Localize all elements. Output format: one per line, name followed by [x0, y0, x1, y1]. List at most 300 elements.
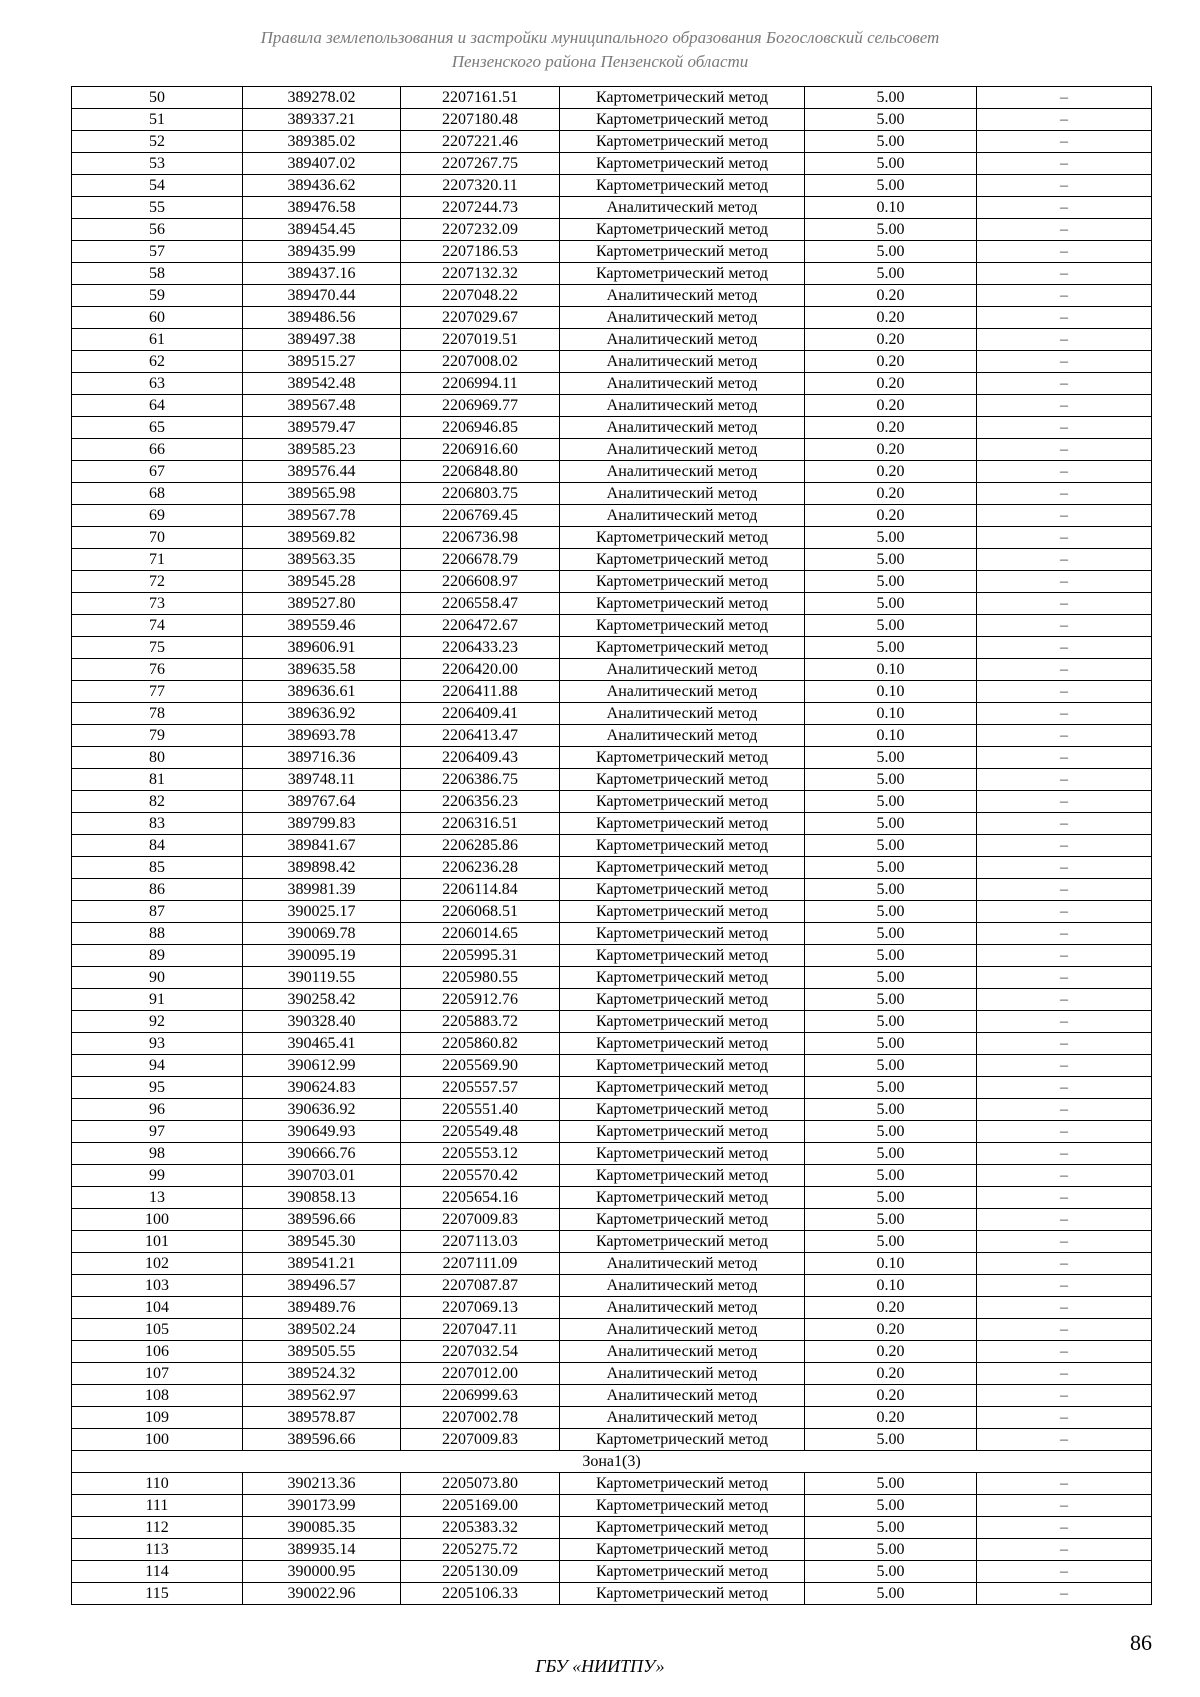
table-row [72, 637, 1152, 659]
table-row [72, 153, 1152, 175]
x-coordinate-cell: 389799.83 [243, 813, 401, 835]
table-row [72, 1033, 1152, 1055]
x-coordinate-cell: 389502.24 [243, 1319, 401, 1341]
x-coordinate-cell: 389545.30 [243, 1231, 401, 1253]
note-cell: – [977, 1561, 1152, 1583]
point-number-cell: 54 [72, 175, 243, 197]
method-cell: Картометрический метод [560, 1583, 805, 1605]
table-row [72, 1209, 1152, 1231]
y-coordinate-cell: 2205654.16 [401, 1187, 560, 1209]
y-coordinate-cell: 2205570.42 [401, 1165, 560, 1187]
accuracy-cell: 5.00 [805, 1473, 977, 1495]
method-cell: Аналитический метод [560, 197, 805, 219]
y-coordinate-cell: 2205860.82 [401, 1033, 560, 1055]
note-cell: – [977, 1275, 1152, 1297]
method-cell: Картометрический метод [560, 1121, 805, 1143]
table-row [72, 307, 1152, 329]
table-row [72, 857, 1152, 879]
y-coordinate-cell: 2207009.83 [401, 1429, 560, 1451]
note-cell: – [977, 1319, 1152, 1341]
note-cell: – [977, 153, 1152, 175]
accuracy-cell: 5.00 [805, 1055, 977, 1077]
method-cell: Аналитический метод [560, 417, 805, 439]
x-coordinate-cell: 390022.96 [243, 1583, 401, 1605]
accuracy-cell: 5.00 [805, 1429, 977, 1451]
y-coordinate-cell: 2206420.00 [401, 659, 560, 681]
x-coordinate-cell: 389454.45 [243, 219, 401, 241]
y-coordinate-cell: 2206848.80 [401, 461, 560, 483]
accuracy-cell: 0.20 [805, 395, 977, 417]
y-coordinate-cell: 2206999.63 [401, 1385, 560, 1407]
method-cell: Аналитический метод [560, 659, 805, 681]
x-coordinate-cell: 389524.32 [243, 1363, 401, 1385]
accuracy-cell: 5.00 [805, 901, 977, 923]
method-cell: Картометрический метод [560, 1209, 805, 1231]
y-coordinate-cell: 2205383.32 [401, 1517, 560, 1539]
x-coordinate-cell: 389486.56 [243, 307, 401, 329]
table-row [72, 461, 1152, 483]
table-row [72, 1297, 1152, 1319]
table-row [72, 1539, 1152, 1561]
accuracy-cell: 0.20 [805, 1341, 977, 1363]
method-cell: Аналитический метод [560, 1253, 805, 1275]
method-cell: Аналитический метод [560, 1363, 805, 1385]
note-cell: – [977, 1341, 1152, 1363]
y-coordinate-cell: 2206068.51 [401, 901, 560, 923]
x-coordinate-cell: 390069.78 [243, 923, 401, 945]
accuracy-cell: 5.00 [805, 1165, 977, 1187]
note-cell: – [977, 945, 1152, 967]
table-row [72, 1517, 1152, 1539]
table-row [72, 879, 1152, 901]
x-coordinate-cell: 389435.99 [243, 241, 401, 263]
x-coordinate-cell: 389767.64 [243, 791, 401, 813]
table-row [72, 1561, 1152, 1583]
method-cell: Картометрический метод [560, 1033, 805, 1055]
point-number-cell: 102 [72, 1253, 243, 1275]
x-coordinate-cell: 390636.92 [243, 1099, 401, 1121]
note-cell: – [977, 109, 1152, 131]
accuracy-cell: 5.00 [805, 131, 977, 153]
accuracy-cell: 5.00 [805, 879, 977, 901]
accuracy-cell: 0.10 [805, 659, 977, 681]
accuracy-cell: 0.20 [805, 461, 977, 483]
x-coordinate-cell: 390703.01 [243, 1165, 401, 1187]
accuracy-cell: 5.00 [805, 835, 977, 857]
y-coordinate-cell: 2206969.77 [401, 395, 560, 417]
note-cell: – [977, 219, 1152, 241]
table-row [72, 1231, 1152, 1253]
table-row [72, 285, 1152, 307]
accuracy-cell: 0.20 [805, 351, 977, 373]
method-cell: Картометрический метод [560, 263, 805, 285]
note-cell: – [977, 571, 1152, 593]
point-number-cell: 59 [72, 285, 243, 307]
x-coordinate-cell: 389841.67 [243, 835, 401, 857]
point-number-cell: 108 [72, 1385, 243, 1407]
accuracy-cell: 5.00 [805, 857, 977, 879]
accuracy-cell: 5.00 [805, 219, 977, 241]
x-coordinate-cell: 389542.48 [243, 373, 401, 395]
method-cell: Аналитический метод [560, 1275, 805, 1297]
note-cell: – [977, 703, 1152, 725]
table-row [72, 1407, 1152, 1429]
x-coordinate-cell: 389576.44 [243, 461, 401, 483]
y-coordinate-cell: 2205557.57 [401, 1077, 560, 1099]
note-cell: – [977, 1363, 1152, 1385]
accuracy-cell: 5.00 [805, 791, 977, 813]
x-coordinate-cell: 389635.58 [243, 659, 401, 681]
accuracy-cell: 5.00 [805, 175, 977, 197]
y-coordinate-cell: 2206433.23 [401, 637, 560, 659]
point-number-cell: 53 [72, 153, 243, 175]
point-number-cell: 98 [72, 1143, 243, 1165]
accuracy-cell: 5.00 [805, 1033, 977, 1055]
method-cell: Картометрический метод [560, 1231, 805, 1253]
method-cell: Картометрический метод [560, 219, 805, 241]
accuracy-cell: 5.00 [805, 549, 977, 571]
note-cell: – [977, 747, 1152, 769]
header-line-1: Правила землепользования и застройки муниципального образования Богословский сельсовет [260, 28, 940, 47]
method-cell: Картометрический метод [560, 813, 805, 835]
x-coordinate-cell: 389437.16 [243, 263, 401, 285]
point-number-cell: 71 [72, 549, 243, 571]
table-row [72, 1341, 1152, 1363]
header-line-2: Пензенского района Пензенской области [451, 52, 749, 71]
x-coordinate-cell: 390085.35 [243, 1517, 401, 1539]
method-cell: Аналитический метод [560, 1319, 805, 1341]
point-number-cell: 51 [72, 109, 243, 131]
method-cell: Аналитический метод [560, 461, 805, 483]
y-coordinate-cell: 2205995.31 [401, 945, 560, 967]
point-number-cell: 115 [72, 1583, 243, 1605]
table-row [72, 1055, 1152, 1077]
x-coordinate-cell: 389505.55 [243, 1341, 401, 1363]
x-coordinate-cell: 389563.35 [243, 549, 401, 571]
accuracy-cell: 5.00 [805, 1517, 977, 1539]
method-cell: Картометрический метод [560, 153, 805, 175]
point-number-cell: 109 [72, 1407, 243, 1429]
point-number-cell: 68 [72, 483, 243, 505]
method-cell: Аналитический метод [560, 1407, 805, 1429]
table-row [72, 505, 1152, 527]
y-coordinate-cell: 2205130.09 [401, 1561, 560, 1583]
accuracy-cell: 5.00 [805, 593, 977, 615]
method-cell: Аналитический метод [560, 395, 805, 417]
x-coordinate-cell: 390025.17 [243, 901, 401, 923]
note-cell: – [977, 681, 1152, 703]
y-coordinate-cell: 2207009.83 [401, 1209, 560, 1231]
note-cell: – [977, 923, 1152, 945]
note-cell: – [977, 1407, 1152, 1429]
accuracy-cell: 0.20 [805, 1363, 977, 1385]
point-number-cell: 97 [72, 1121, 243, 1143]
method-cell: Картометрический метод [560, 1495, 805, 1517]
y-coordinate-cell: 2206236.28 [401, 857, 560, 879]
point-number-cell: 13 [72, 1187, 243, 1209]
note-cell: – [977, 835, 1152, 857]
accuracy-cell: 0.10 [805, 1275, 977, 1297]
point-number-cell: 85 [72, 857, 243, 879]
y-coordinate-cell: 2207180.48 [401, 109, 560, 131]
point-number-cell: 95 [72, 1077, 243, 1099]
note-cell: – [977, 461, 1152, 483]
point-number-cell: 110 [72, 1473, 243, 1495]
accuracy-cell: 5.00 [805, 1077, 977, 1099]
y-coordinate-cell: 2206316.51 [401, 813, 560, 835]
method-cell: Картометрический метод [560, 1561, 805, 1583]
note-cell: – [977, 505, 1152, 527]
x-coordinate-cell: 389567.48 [243, 395, 401, 417]
note-cell: – [977, 1077, 1152, 1099]
note-cell: – [977, 857, 1152, 879]
note-cell: – [977, 263, 1152, 285]
note-cell: – [977, 1297, 1152, 1319]
method-cell: Аналитический метод [560, 1385, 805, 1407]
y-coordinate-cell: 2207002.78 [401, 1407, 560, 1429]
note-cell: – [977, 1429, 1152, 1451]
note-cell: – [977, 329, 1152, 351]
point-number-cell: 67 [72, 461, 243, 483]
x-coordinate-cell: 389278.02 [243, 87, 401, 109]
y-coordinate-cell: 2205553.12 [401, 1143, 560, 1165]
accuracy-cell: 0.10 [805, 1253, 977, 1275]
accuracy-cell: 5.00 [805, 615, 977, 637]
point-number-cell: 84 [72, 835, 243, 857]
x-coordinate-cell: 390328.40 [243, 1011, 401, 1033]
note-cell: – [977, 967, 1152, 989]
accuracy-cell: 0.20 [805, 1297, 977, 1319]
x-coordinate-cell: 389569.82 [243, 527, 401, 549]
y-coordinate-cell: 2207320.11 [401, 175, 560, 197]
method-cell: Аналитический метод [560, 703, 805, 725]
y-coordinate-cell: 2206608.97 [401, 571, 560, 593]
note-cell: – [977, 769, 1152, 791]
note-cell: – [977, 1253, 1152, 1275]
table-row [72, 1099, 1152, 1121]
y-coordinate-cell: 2206114.84 [401, 879, 560, 901]
y-coordinate-cell: 2205275.72 [401, 1539, 560, 1561]
x-coordinate-cell: 390000.95 [243, 1561, 401, 1583]
note-cell: – [977, 241, 1152, 263]
point-number-cell: 80 [72, 747, 243, 769]
method-cell: Аналитический метод [560, 329, 805, 351]
method-cell: Картометрический метод [560, 967, 805, 989]
method-cell: Картометрический метод [560, 791, 805, 813]
method-cell: Картометрический метод [560, 241, 805, 263]
note-cell: – [977, 1143, 1152, 1165]
table-row [72, 703, 1152, 725]
accuracy-cell: 0.20 [805, 1385, 977, 1407]
method-cell: Картометрический метод [560, 1011, 805, 1033]
y-coordinate-cell: 2206285.86 [401, 835, 560, 857]
accuracy-cell: 5.00 [805, 263, 977, 285]
point-number-cell: 106 [72, 1341, 243, 1363]
table-row [72, 593, 1152, 615]
note-cell: – [977, 1517, 1152, 1539]
accuracy-cell: 5.00 [805, 527, 977, 549]
note-cell: – [977, 1385, 1152, 1407]
point-number-cell: 77 [72, 681, 243, 703]
y-coordinate-cell: 2205106.33 [401, 1583, 560, 1605]
method-cell: Картометрический метод [560, 923, 805, 945]
point-number-cell: 92 [72, 1011, 243, 1033]
method-cell: Картометрический метод [560, 87, 805, 109]
y-coordinate-cell: 2207048.22 [401, 285, 560, 307]
x-coordinate-cell: 389981.39 [243, 879, 401, 901]
y-coordinate-cell: 2207113.03 [401, 1231, 560, 1253]
table-row [72, 329, 1152, 351]
y-coordinate-cell: 2205551.40 [401, 1099, 560, 1121]
y-coordinate-cell: 2206994.11 [401, 373, 560, 395]
point-number-cell: 103 [72, 1275, 243, 1297]
method-cell: Аналитический метод [560, 439, 805, 461]
accuracy-cell: 5.00 [805, 1561, 977, 1583]
x-coordinate-cell: 389636.61 [243, 681, 401, 703]
accuracy-cell: 0.20 [805, 439, 977, 461]
note-cell: – [977, 1583, 1152, 1605]
point-number-cell: 74 [72, 615, 243, 637]
x-coordinate-cell: 389693.78 [243, 725, 401, 747]
note-cell: – [977, 1033, 1152, 1055]
point-number-cell: 88 [72, 923, 243, 945]
y-coordinate-cell: 2207008.02 [401, 351, 560, 373]
table-row [72, 769, 1152, 791]
note-cell: – [977, 725, 1152, 747]
point-number-cell: 55 [72, 197, 243, 219]
method-cell: Картометрический метод [560, 747, 805, 769]
note-cell: – [977, 791, 1152, 813]
accuracy-cell: 5.00 [805, 769, 977, 791]
x-coordinate-cell: 390258.42 [243, 989, 401, 1011]
y-coordinate-cell: 2206916.60 [401, 439, 560, 461]
x-coordinate-cell: 389596.66 [243, 1429, 401, 1451]
accuracy-cell: 0.10 [805, 703, 977, 725]
point-number-cell: 73 [72, 593, 243, 615]
table-row [72, 1429, 1152, 1451]
table-row [72, 351, 1152, 373]
note-cell: – [977, 1055, 1152, 1077]
table-row [72, 1121, 1152, 1143]
y-coordinate-cell: 2207032.54 [401, 1341, 560, 1363]
table-row [72, 1473, 1152, 1495]
point-number-cell: 112 [72, 1517, 243, 1539]
y-coordinate-cell: 2206769.45 [401, 505, 560, 527]
accuracy-cell: 5.00 [805, 1099, 977, 1121]
table-row [72, 1495, 1152, 1517]
point-number-cell: 86 [72, 879, 243, 901]
method-cell: Картометрический метод [560, 1099, 805, 1121]
method-cell: Картометрический метод [560, 1143, 805, 1165]
x-coordinate-cell: 389562.97 [243, 1385, 401, 1407]
method-cell: Картометрический метод [560, 989, 805, 1011]
page-number: 86 [1130, 1630, 1152, 1655]
x-coordinate-cell: 389565.98 [243, 483, 401, 505]
table-row [72, 175, 1152, 197]
table-row [72, 483, 1152, 505]
table-row [72, 417, 1152, 439]
note-cell: – [977, 285, 1152, 307]
point-number-cell: 81 [72, 769, 243, 791]
note-cell: – [977, 87, 1152, 109]
table-row [72, 681, 1152, 703]
note-cell: – [977, 1495, 1152, 1517]
note-cell: – [977, 615, 1152, 637]
table-row [72, 1319, 1152, 1341]
table-row [72, 1187, 1152, 1209]
accuracy-cell: 0.20 [805, 307, 977, 329]
point-number-cell: 61 [72, 329, 243, 351]
method-cell: Картометрический метод [560, 769, 805, 791]
coordinates-table [71, 86, 1152, 1605]
note-cell: – [977, 901, 1152, 923]
point-number-cell: 99 [72, 1165, 243, 1187]
table-row [72, 1363, 1152, 1385]
table-row [72, 263, 1152, 285]
accuracy-cell: 0.20 [805, 1319, 977, 1341]
x-coordinate-cell: 389596.66 [243, 1209, 401, 1231]
accuracy-cell: 0.20 [805, 373, 977, 395]
accuracy-cell: 5.00 [805, 747, 977, 769]
coordinates-table-container [71, 86, 1151, 1605]
x-coordinate-cell: 390612.99 [243, 1055, 401, 1077]
method-cell: Аналитический метод [560, 373, 805, 395]
y-coordinate-cell: 2207087.87 [401, 1275, 560, 1297]
accuracy-cell: 5.00 [805, 87, 977, 109]
table-row [72, 747, 1152, 769]
method-cell: Аналитический метод [560, 483, 805, 505]
point-number-cell: 107 [72, 1363, 243, 1385]
y-coordinate-cell: 2206413.47 [401, 725, 560, 747]
method-cell: Аналитический метод [560, 307, 805, 329]
point-number-cell: 82 [72, 791, 243, 813]
point-number-cell: 94 [72, 1055, 243, 1077]
table-row [72, 725, 1152, 747]
y-coordinate-cell: 2207161.51 [401, 87, 560, 109]
method-cell: Картометрический метод [560, 879, 805, 901]
y-coordinate-cell: 2205980.55 [401, 967, 560, 989]
table-row [72, 373, 1152, 395]
point-number-cell: 90 [72, 967, 243, 989]
x-coordinate-cell: 389515.27 [243, 351, 401, 373]
note-cell: – [977, 131, 1152, 153]
point-number-cell: 105 [72, 1319, 243, 1341]
page-footer: ГБУ «НИИТПУ» [535, 1656, 665, 1676]
table-row [72, 1143, 1152, 1165]
x-coordinate-cell: 390213.36 [243, 1473, 401, 1495]
note-cell: – [977, 307, 1152, 329]
method-cell: Аналитический метод [560, 351, 805, 373]
point-number-cell: 50 [72, 87, 243, 109]
x-coordinate-cell: 389470.44 [243, 285, 401, 307]
point-number-cell: 62 [72, 351, 243, 373]
table-row [72, 835, 1152, 857]
method-cell: Картометрический метод [560, 901, 805, 923]
x-coordinate-cell: 389337.21 [243, 109, 401, 131]
x-coordinate-cell: 390119.55 [243, 967, 401, 989]
y-coordinate-cell: 2207047.11 [401, 1319, 560, 1341]
method-cell: Картометрический метод [560, 109, 805, 131]
x-coordinate-cell: 389407.02 [243, 153, 401, 175]
accuracy-cell: 5.00 [805, 1539, 977, 1561]
table-row [72, 219, 1152, 241]
accuracy-cell: 5.00 [805, 813, 977, 835]
y-coordinate-cell: 2205169.00 [401, 1495, 560, 1517]
page-header [100, 26, 1100, 74]
x-coordinate-cell: 389559.46 [243, 615, 401, 637]
x-coordinate-cell: 389585.23 [243, 439, 401, 461]
method-cell: Картометрический метод [560, 1473, 805, 1495]
